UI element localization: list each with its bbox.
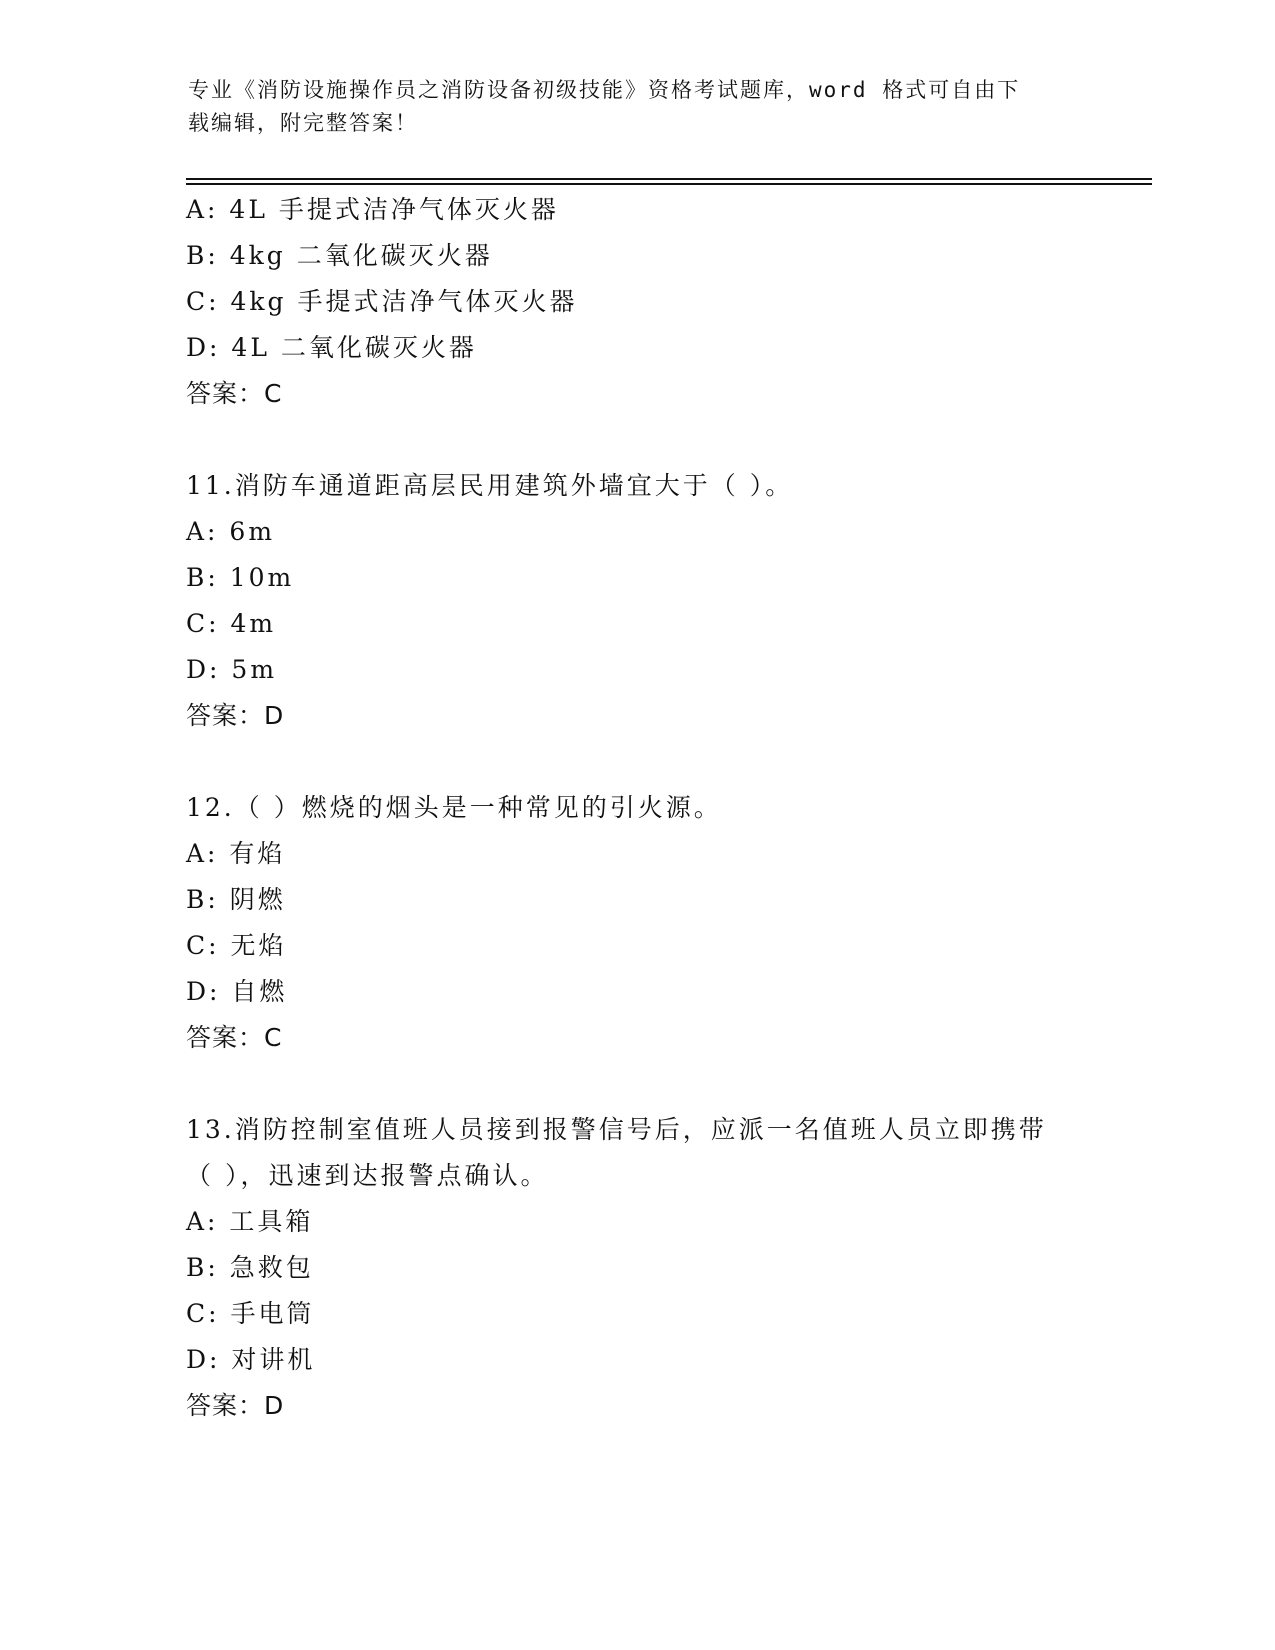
- q11-option-b: B: 10m: [186, 563, 295, 592]
- q11-option-d: D: 5m: [186, 655, 278, 684]
- q13-question-line-1: 13.消防控制室值班人员接到报警信号后，应派一名值班人员立即携带: [186, 1115, 1047, 1144]
- q12-answer: 答案：C: [186, 1023, 283, 1052]
- q12-question: 12.（ ）燃烧的烟头是一种常见的引火源。: [186, 793, 722, 822]
- q10-option-d: D: 4L 二氧化碳灭火器: [186, 333, 477, 362]
- q10-option-a: A: 4L 手提式洁净气体灭火器: [186, 195, 559, 224]
- q13-option-d: D: 对讲机: [186, 1345, 316, 1374]
- q11-option-a: A: 6m: [186, 517, 276, 546]
- q12-option-d: D: 自燃: [186, 977, 288, 1006]
- q13-option-a: A: 工具箱: [186, 1207, 314, 1236]
- q10-option-b: B: 4kg 二氧化碳灭火器: [186, 241, 493, 270]
- q13-option-b: B: 急救包: [186, 1253, 314, 1282]
- q13-option-c: C: 手电筒: [186, 1299, 315, 1328]
- header-divider-top: [186, 178, 1152, 180]
- q10-answer: 答案：C: [186, 379, 283, 408]
- header-line-2: 载编辑，附完整答案！: [188, 111, 418, 135]
- header-line-1: 专业《消防设施操作员之消防设备初级技能》资格考试题库，word 格式可自由下: [188, 78, 1021, 102]
- q10-option-c: C: 4kg 手提式洁净气体灭火器: [186, 287, 578, 316]
- q11-question: 11.消防车通道距高层民用建筑外墙宜大于（ ）。: [186, 471, 794, 500]
- q12-option-c: C: 无焰: [186, 931, 287, 960]
- q12-option-a: A: 有焰: [186, 839, 286, 868]
- header-divider-bottom: [186, 183, 1152, 185]
- q13-question-line-2: （ ），迅速到达报警点确认。: [186, 1161, 549, 1190]
- document-header: [188, 74, 1068, 140]
- q12-option-b: B: 阴燃: [186, 885, 286, 914]
- q11-answer: 答案：D: [186, 701, 285, 730]
- q11-option-c: C: 4m: [186, 609, 277, 638]
- q13-answer: 答案：D: [186, 1391, 285, 1420]
